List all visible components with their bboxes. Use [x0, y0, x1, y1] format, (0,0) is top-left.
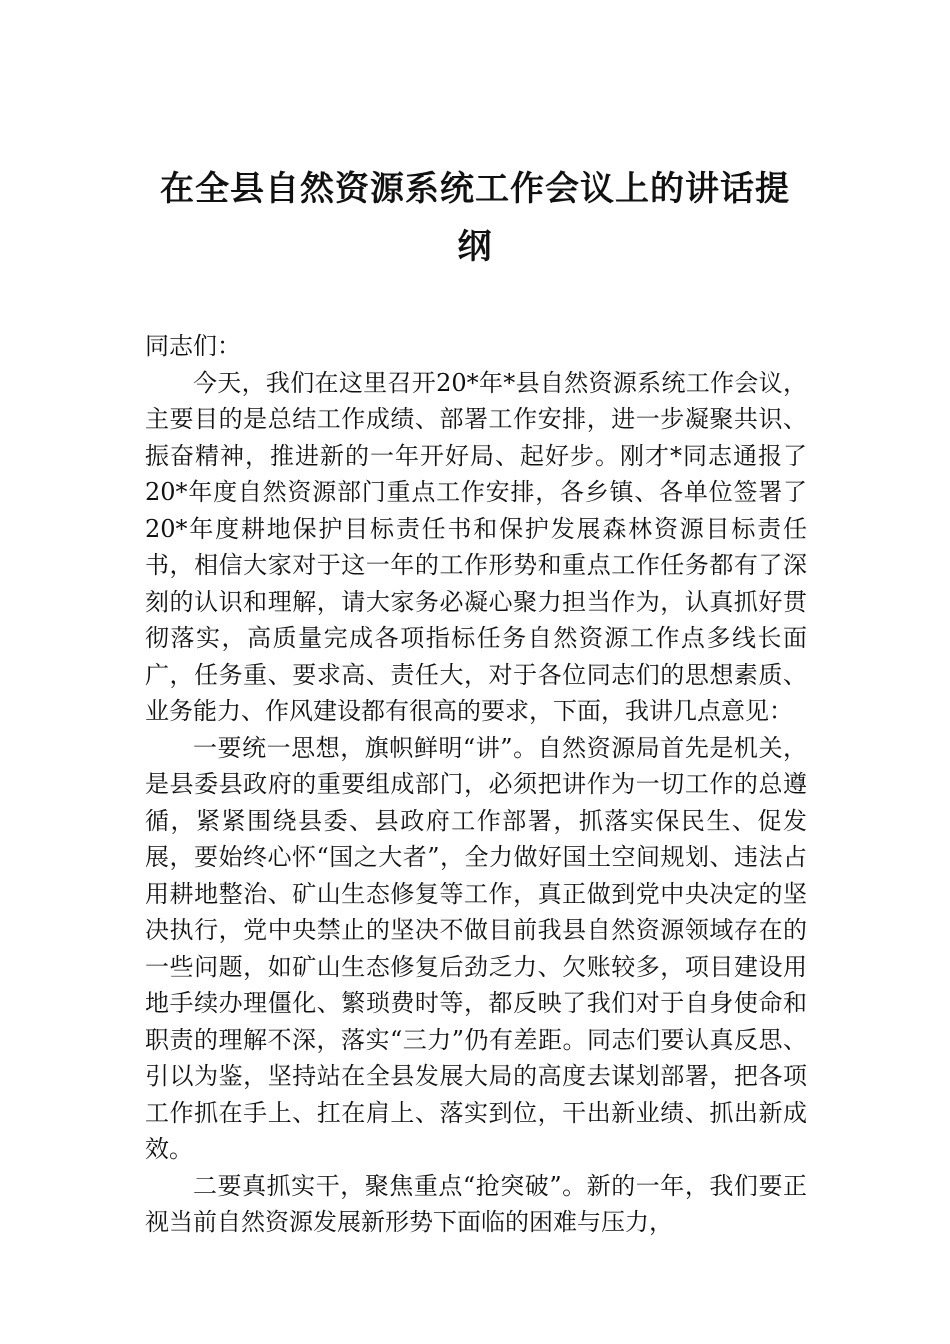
paragraph-point-two: 二要真抓实干，聚焦重点“抢突破”。新的一年，我们要正视当前自然资源发展新形势下面临的困难与压力， — [145, 1171, 807, 1236]
paragraph-intro: 今天，我们在这里召开20*年*县自然资源系统工作会议，主要目的是总结工作成绩、部署工作安排，进一步凝聚共识、振奋精神，推进新的一年开好局、起好步。刚才*同志通报了20*年度自然资源部门重点工作安排，各乡镇、各单位签署了20*年度耕地保护目标责任书和保护发展森林资源目标责任书，相信大家对于这一年的工作形势和重点工作任务都有了深刻的认识和理解，请大家务必凝心聚力担当作为，认真抓好贯彻落实，高质量完成各项指标任务自然资源工作点多线长面广，任务重、要求高、责任大，对于各位同志们的思想素质、业务能力、作风建设都有很高的要求，下面，我讲几点意见： — [145, 368, 807, 725]
document-body — [145, 328, 807, 1241]
salutation: 同志们： — [145, 332, 241, 360]
document-title: 在全县自然资源系统工作会议上的讲话提纲 — [160, 169, 790, 267]
paragraph-point-one: 一要统一思想，旗帜鲜明“讲”。自然资源局首先是机关，是县委县政府的重要组成部门，必须把讲作为一切工作的总遵循，紧紧围绕县委、县政府工作部署，抓落实保民生、促发展，要始终心怀“国之大者”，全力做好国土空间规划、违法占用耕地整治、矿山生态修复等工作，真正做到党中央决定的坚决执行，党中央禁止的坚决不做目前我县自然资源领域存在的一些问题，如矿山生态修复后劲乏力、欠账较多，项目建设用地手续办理僵化、繁琐费时等，都反映了我们对于自身使命和职责的理解不深，落实“三力”仍有差距。同志们要认真反思、引以为鉴，坚持站在全县发展大局的高度去谋划部署，把各项工作抓在手上、扛在肩上、落实到位，干出新业绩、抓出新成效。 — [145, 733, 807, 1163]
